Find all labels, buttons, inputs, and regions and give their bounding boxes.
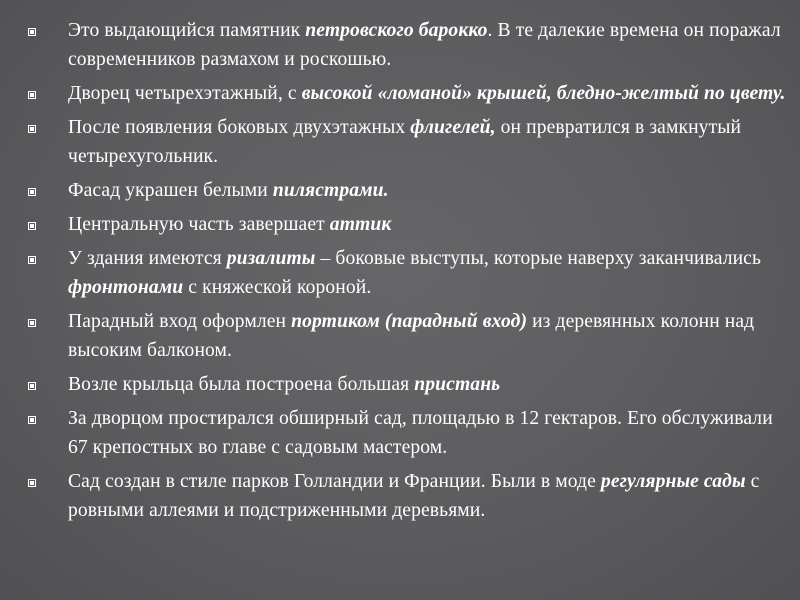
bullet-text: с ровными аллеями и подстриженными деревьями. <box>68 471 760 521</box>
emphasized-term: портиком (парадный вход) <box>291 311 528 332</box>
bullet-square-icon <box>28 416 36 424</box>
bullet-item <box>26 244 786 302</box>
bullet-text: из деревянных колонн над высоким балконом. <box>68 311 755 361</box>
bullet-text: За дворцом простирался обширный сад, площадью в 12 гектаров. Его обслуживали 67 крепостных во главе с садовым мастером. <box>68 408 773 458</box>
bullet-item <box>26 404 786 462</box>
bullet-item <box>26 79 786 108</box>
bullet-square-icon <box>28 256 36 264</box>
bullet-text: . В те далекие времена он поражал современников размахом и роскошью. <box>68 20 781 70</box>
bullet-text: Сад создан в стиле парков Голландии и Франции. Были в моде <box>68 471 601 492</box>
bullet-item <box>26 370 786 399</box>
bullet-square-icon <box>28 91 36 99</box>
bullet-text: У здания имеются <box>68 248 227 269</box>
bullet-square-icon <box>28 125 36 133</box>
bullet-item <box>26 467 786 525</box>
emphasized-term: флигелей, <box>410 117 496 138</box>
bullet-text: – боковые выступы, которые наверху заканчивались <box>315 248 761 269</box>
bullet-item <box>26 210 786 239</box>
bullet-list <box>26 16 786 530</box>
bullet-item <box>26 176 786 205</box>
bullet-text: Парадный вход оформлен <box>68 311 292 332</box>
emphasized-term: аттик <box>329 214 392 235</box>
bullet-square-icon <box>28 28 36 36</box>
emphasized-term: ризалиты <box>226 248 316 269</box>
bullet-square-icon <box>28 222 36 230</box>
emphasized-term: пилястрами. <box>272 180 389 201</box>
bullet-text: с княжеской короной. <box>183 277 372 298</box>
emphasized-term: регулярные сады <box>600 471 746 492</box>
bullet-square-icon <box>28 382 36 390</box>
bullet-square-icon <box>28 479 36 487</box>
bullet-text: Центральную часть завершает <box>68 214 330 235</box>
bullet-square-icon <box>28 319 36 327</box>
bullet-item <box>26 16 786 74</box>
bullet-text: Это выдающийся памятник <box>68 20 306 41</box>
bullet-text: После появления боковых двухэтажных <box>68 117 411 138</box>
bullet-square-icon <box>28 188 36 196</box>
bullet-text: Возле крыльца была построена большая <box>68 374 415 395</box>
bullet-text: Дворец четырехэтажный, с <box>68 83 302 104</box>
emphasized-term: пристань <box>414 374 501 395</box>
bullet-item <box>26 113 786 171</box>
bullet-item <box>26 307 786 365</box>
emphasized-term: петровского барокко <box>305 20 488 41</box>
emphasized-term: высокой «ломаной» крышей, бледно-желтый по цвету. <box>301 83 786 104</box>
emphasized-term: фронтонами <box>68 277 184 298</box>
bullet-text: Фасад украшен белыми <box>68 180 273 201</box>
bullet-text: он превратился в замкнутый четырехугольник. <box>68 117 742 167</box>
